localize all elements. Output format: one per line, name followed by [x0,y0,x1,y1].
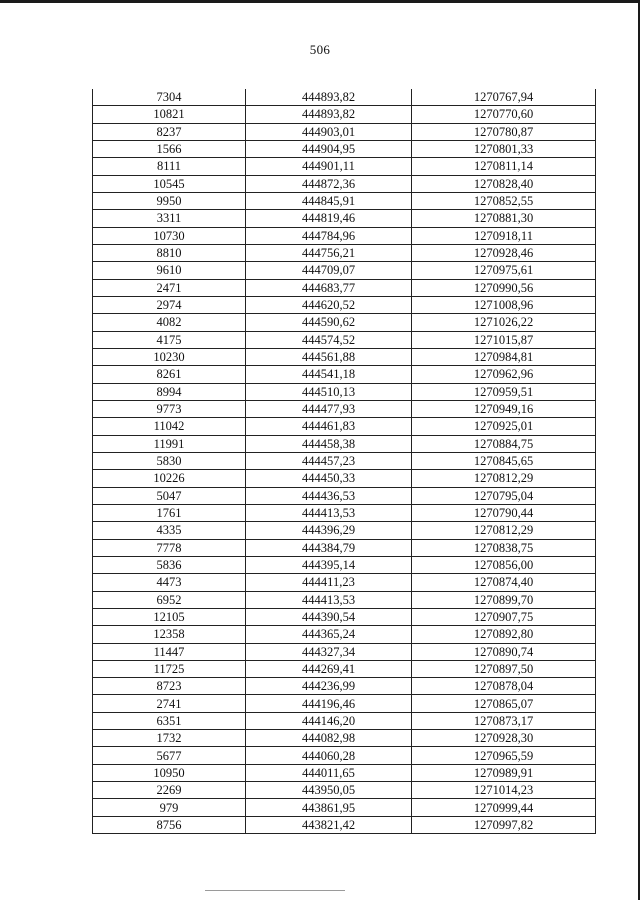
point-number-cell: 8994 [93,383,246,400]
x-coordinate-cell: 444269,41 [246,660,412,677]
point-number-cell: 10821 [93,106,246,123]
point-number-cell: 10226 [93,470,246,487]
point-number-cell: 11042 [93,418,246,435]
table-row [93,556,596,573]
table-row [93,695,596,712]
table-row [93,764,596,781]
table-row [93,262,596,279]
y-coordinate-cell: 1271015,87 [412,331,596,348]
point-number-cell: 5830 [93,452,246,469]
point-number-cell: 2269 [93,782,246,799]
table-row [93,418,596,435]
x-coordinate-cell: 444893,82 [246,89,412,106]
x-coordinate-cell: 444011,65 [246,764,412,781]
point-number-cell: 5836 [93,556,246,573]
table-row [93,244,596,261]
point-number-cell: 10950 [93,764,246,781]
x-coordinate-cell: 444574,52 [246,331,412,348]
table-row [93,106,596,123]
table-row [93,487,596,504]
point-number-cell: 10545 [93,175,246,192]
y-coordinate-cell: 1271008,96 [412,296,596,313]
table-row [93,192,596,209]
y-coordinate-cell: 1270892,80 [412,626,596,643]
table-row [93,782,596,799]
point-number-cell: 4082 [93,314,246,331]
table-row [93,158,596,175]
x-coordinate-cell: 444845,91 [246,192,412,209]
x-coordinate-cell: 444413,53 [246,591,412,608]
x-coordinate-cell: 444590,62 [246,314,412,331]
y-coordinate-cell: 1270918,11 [412,227,596,244]
point-number-cell: 10230 [93,348,246,365]
y-coordinate-cell: 1270990,56 [412,279,596,296]
table-row [93,504,596,521]
y-coordinate-cell: 1270780,87 [412,123,596,140]
table-row [93,799,596,816]
point-number-cell: 3311 [93,210,246,227]
table-row [93,89,596,106]
point-number-cell: 9773 [93,400,246,417]
table-row [93,747,596,764]
point-number-cell: 1566 [93,140,246,157]
table-row [93,435,596,452]
point-number-cell: 11447 [93,643,246,660]
x-coordinate-cell: 444082,98 [246,730,412,747]
y-coordinate-cell: 1270989,91 [412,764,596,781]
x-coordinate-cell: 444236,99 [246,678,412,695]
y-coordinate-cell: 1270767,94 [412,89,596,106]
table-row [93,591,596,608]
point-number-cell: 8723 [93,678,246,695]
x-coordinate-cell: 444561,88 [246,348,412,365]
x-coordinate-cell: 444784,96 [246,227,412,244]
table-row [93,331,596,348]
point-number-cell: 8261 [93,366,246,383]
x-coordinate-cell: 444872,36 [246,175,412,192]
y-coordinate-cell: 1270812,29 [412,522,596,539]
x-coordinate-cell: 444893,82 [246,106,412,123]
x-coordinate-cell: 444327,34 [246,643,412,660]
y-coordinate-cell: 1270874,40 [412,574,596,591]
table-row [93,314,596,331]
y-coordinate-cell: 1270865,07 [412,695,596,712]
point-number-cell: 5047 [93,487,246,504]
y-coordinate-cell: 1270949,16 [412,400,596,417]
y-coordinate-cell: 1270856,00 [412,556,596,573]
point-number-cell: 10730 [93,227,246,244]
y-coordinate-cell: 1270884,75 [412,435,596,452]
y-coordinate-cell: 1270928,46 [412,244,596,261]
y-coordinate-cell: 1270878,04 [412,678,596,695]
table-row [93,626,596,643]
y-coordinate-cell: 1270852,55 [412,192,596,209]
y-coordinate-cell: 1270925,01 [412,418,596,435]
table-row [93,383,596,400]
table-row [93,643,596,660]
point-number-cell: 9610 [93,262,246,279]
point-number-cell: 8756 [93,816,246,833]
table-row [93,366,596,383]
point-number-cell: 4473 [93,574,246,591]
point-number-cell: 11725 [93,660,246,677]
table-row [93,470,596,487]
point-number-cell: 1732 [93,730,246,747]
x-coordinate-cell: 443950,05 [246,782,412,799]
table-row [93,175,596,192]
table-row [93,522,596,539]
table-row [93,574,596,591]
x-coordinate-cell: 444756,21 [246,244,412,261]
point-number-cell: 2974 [93,296,246,313]
y-coordinate-cell: 1270962,96 [412,366,596,383]
point-number-cell: 11991 [93,435,246,452]
y-coordinate-cell: 1270959,51 [412,383,596,400]
y-coordinate-cell: 1270907,75 [412,608,596,625]
page-top-edge [0,0,640,3]
table-row [93,678,596,695]
y-coordinate-cell: 1270999,44 [412,799,596,816]
x-coordinate-cell: 444384,79 [246,539,412,556]
table-row [93,660,596,677]
x-coordinate-cell: 444365,24 [246,626,412,643]
y-coordinate-cell: 1270811,14 [412,158,596,175]
point-number-cell: 12358 [93,626,246,643]
x-coordinate-cell: 444450,33 [246,470,412,487]
table-row [93,730,596,747]
table-row [93,123,596,140]
table-row [93,210,596,227]
y-coordinate-cell: 1270790,44 [412,504,596,521]
x-coordinate-cell: 443861,95 [246,799,412,816]
y-coordinate-cell: 1270899,70 [412,591,596,608]
x-coordinate-cell: 444819,46 [246,210,412,227]
table-row [93,712,596,729]
x-coordinate-cell: 444457,23 [246,452,412,469]
y-coordinate-cell: 1270845,65 [412,452,596,469]
x-coordinate-cell: 444413,53 [246,504,412,521]
x-coordinate-cell: 444436,53 [246,487,412,504]
y-coordinate-cell: 1271014,23 [412,782,596,799]
point-number-cell: 7778 [93,539,246,556]
table-body [93,89,596,834]
table-row [93,227,596,244]
y-coordinate-cell: 1270975,61 [412,262,596,279]
point-number-cell: 9950 [93,192,246,209]
point-number-cell: 8810 [93,244,246,261]
y-coordinate-cell: 1270838,75 [412,539,596,556]
table-row [93,400,596,417]
point-number-cell: 1761 [93,504,246,521]
table-row [93,296,596,313]
y-coordinate-cell: 1270928,30 [412,730,596,747]
y-coordinate-cell: 1270801,33 [412,140,596,157]
table-row [93,279,596,296]
x-coordinate-cell: 444390,54 [246,608,412,625]
x-coordinate-cell: 444683,77 [246,279,412,296]
y-coordinate-cell: 1270897,50 [412,660,596,677]
point-number-cell: 4175 [93,331,246,348]
y-coordinate-cell: 1270965,59 [412,747,596,764]
y-coordinate-cell: 1270770,60 [412,106,596,123]
x-coordinate-cell: 444541,18 [246,366,412,383]
y-coordinate-cell: 1270997,82 [412,816,596,833]
x-coordinate-cell: 444510,13 [246,383,412,400]
x-coordinate-cell: 443821,42 [246,816,412,833]
table-row [93,348,596,365]
table-row [93,539,596,556]
point-number-cell: 8111 [93,158,246,175]
footer-rule [205,890,345,891]
y-coordinate-cell: 1270828,40 [412,175,596,192]
point-number-cell: 12105 [93,608,246,625]
point-number-cell: 2741 [93,695,246,712]
x-coordinate-cell: 444477,93 [246,400,412,417]
point-number-cell: 5677 [93,747,246,764]
point-number-cell: 979 [93,799,246,816]
y-coordinate-cell: 1270812,29 [412,470,596,487]
x-coordinate-cell: 444411,23 [246,574,412,591]
y-coordinate-cell: 1271026,22 [412,314,596,331]
y-coordinate-cell: 1270881,30 [412,210,596,227]
x-coordinate-cell: 444396,29 [246,522,412,539]
table-row [93,816,596,833]
y-coordinate-cell: 1270890,74 [412,643,596,660]
x-coordinate-cell: 444146,20 [246,712,412,729]
y-coordinate-cell: 1270984,81 [412,348,596,365]
table-row [93,140,596,157]
y-coordinate-cell: 1270873,17 [412,712,596,729]
x-coordinate-cell: 444901,11 [246,158,412,175]
y-coordinate-cell: 1270795,04 [412,487,596,504]
point-number-cell: 2471 [93,279,246,296]
point-number-cell: 4335 [93,522,246,539]
x-coordinate-cell: 444903,01 [246,123,412,140]
x-coordinate-cell: 444458,38 [246,435,412,452]
table-row [93,608,596,625]
coordinates-table [92,89,596,834]
x-coordinate-cell: 444709,07 [246,262,412,279]
point-number-cell: 7304 [93,89,246,106]
x-coordinate-cell: 444904,95 [246,140,412,157]
x-coordinate-cell: 444620,52 [246,296,412,313]
x-coordinate-cell: 444060,28 [246,747,412,764]
point-number-cell: 6952 [93,591,246,608]
x-coordinate-cell: 444196,46 [246,695,412,712]
point-number-cell: 8237 [93,123,246,140]
coordinates-table-container [92,89,595,834]
table-row [93,452,596,469]
x-coordinate-cell: 444461,83 [246,418,412,435]
page-number: 506 [309,42,331,57]
point-number-cell: 6351 [93,712,246,729]
x-coordinate-cell: 444395,14 [246,556,412,573]
